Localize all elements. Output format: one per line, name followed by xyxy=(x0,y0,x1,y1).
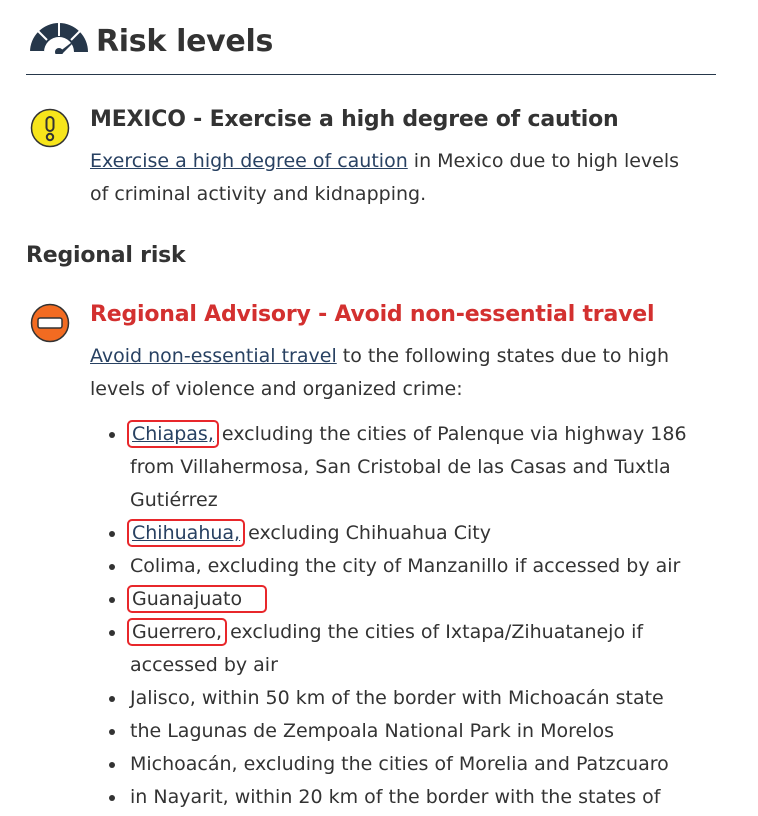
list-item xyxy=(90,418,690,517)
list-item xyxy=(90,682,690,715)
state-name-guanajuato: Guanajuato xyxy=(130,588,264,610)
regional-risk-heading: Regional risk xyxy=(26,243,186,268)
regional-advisory-text: to the following states due to high levels of violence and organized crime: xyxy=(90,345,670,400)
list-item xyxy=(90,583,690,616)
regional-advisory-body xyxy=(90,340,700,406)
exercise-caution-link[interactable]: Exercise a high degree of caution xyxy=(90,150,408,172)
state-detail: excluding the cities of Palenque via highway 186 from Villahermosa, San Cristobal de las Casas and Tuxtla Gutiérrez xyxy=(130,423,687,511)
state-name-michoacan: Michoacán, xyxy=(130,753,238,775)
state-detail: within 50 km of the border with Michoacán state xyxy=(195,687,664,709)
state-detail: within 20 km of the border with the states of xyxy=(228,786,661,808)
page-header xyxy=(26,18,716,75)
list-item xyxy=(90,616,690,682)
page-title: Risk levels xyxy=(96,24,274,59)
list-item xyxy=(90,715,690,748)
list-item xyxy=(90,748,690,781)
risk-gauge-icon xyxy=(28,22,90,54)
national-advisory-body xyxy=(90,145,700,211)
affected-states-list xyxy=(90,418,690,814)
state-detail: excluding the cities of Ixtapa/Zihuatanejo if accessed by air xyxy=(130,621,644,676)
state-detail: excluding Chihuahua City xyxy=(242,522,491,544)
state-detail: excluding the city of Manzanillo if accessed by air xyxy=(201,555,681,577)
state-name-morelos: the Lagunas de Zempoala National Park in Morelos xyxy=(130,720,615,742)
state-name-nayarit: in Nayarit, xyxy=(130,786,229,808)
state-name-jalisco: Jalisco, xyxy=(130,687,196,709)
state-link-chiapas[interactable]: Chiapas, xyxy=(132,423,214,445)
national-advisory-title: MEXICO - Exercise a high degree of caution xyxy=(90,107,619,132)
list-item xyxy=(90,517,690,550)
list-item xyxy=(90,550,690,583)
state-name-guerrero: Guerrero, xyxy=(132,621,223,643)
state-link-chihuahua[interactable]: Chihuahua, xyxy=(132,522,241,544)
list-item xyxy=(90,781,690,814)
avoid-travel-link[interactable]: Avoid non-essential travel xyxy=(90,345,337,367)
regional-advisory-title: Regional Advisory - Avoid non-essential travel xyxy=(90,302,655,327)
state-detail: excluding the cities of Morelia and Patzcuaro xyxy=(237,753,669,775)
national-advisory-text: in Mexico due to high levels of criminal activity and kidnapping. xyxy=(90,150,680,205)
state-name-colima: Colima, xyxy=(130,555,202,577)
avoid-travel-icon xyxy=(30,303,70,343)
warning-exclamation-icon xyxy=(30,108,70,148)
